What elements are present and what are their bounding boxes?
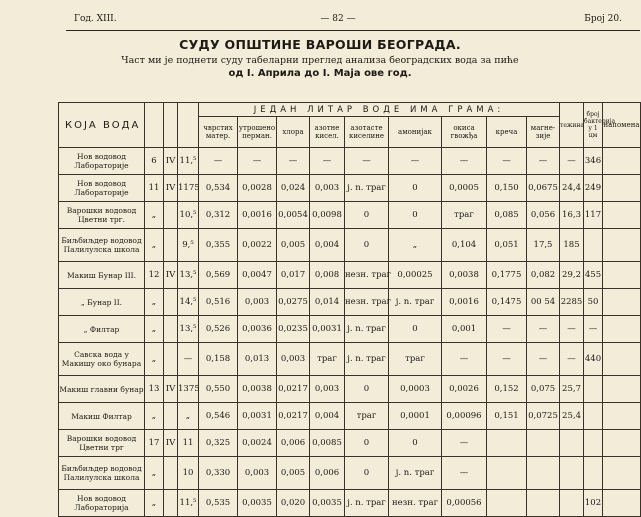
measurement-cell: 0,0098 xyxy=(310,202,345,229)
sample-day: „ xyxy=(145,403,164,430)
measurement-cell: 0,075 xyxy=(527,376,560,403)
measurement-cell: 24,4 xyxy=(560,175,584,202)
measurement-cell: 0 xyxy=(389,430,442,457)
measurement-cell: — xyxy=(442,148,487,175)
water-source-name: Нов водовод Лабораторије xyxy=(59,175,145,202)
measurement-cell: — xyxy=(560,148,584,175)
column-header-ammonia: амонијак xyxy=(389,117,442,148)
measurement-cell: — xyxy=(487,148,527,175)
measurement-cell xyxy=(527,457,560,490)
measurement-cell: 0,0028 xyxy=(238,175,277,202)
measurement-cell: — xyxy=(487,343,527,376)
sample-month xyxy=(164,343,178,376)
measurement-cell: 29,2 xyxy=(560,262,584,289)
column-header-water: КОЈА ВОДА xyxy=(59,103,145,148)
measurement-cell: траг xyxy=(345,403,389,430)
water-source-name: „ Филтар xyxy=(59,316,145,343)
volume-label: Год. XIII. xyxy=(74,14,117,24)
measurement-cell: 0,013 xyxy=(238,343,277,376)
column-header-solids: чврстих матер. xyxy=(199,117,238,148)
water-temperature: — xyxy=(178,343,199,376)
sample-month xyxy=(164,229,178,262)
measurement-cell xyxy=(603,229,641,262)
measurement-cell: 25,7 xyxy=(560,376,584,403)
measurement-cell: 0,008 xyxy=(310,262,345,289)
measurement-cell: 0,014 xyxy=(310,289,345,316)
measurement-cell: 0,0016 xyxy=(238,202,277,229)
measurement-cell xyxy=(560,490,584,517)
water-temperature: 13,⁵ xyxy=(178,262,199,289)
document-title: СУДУ ОПШТИНЕ ВАРОШИ БЕОГРАДА. xyxy=(179,37,461,52)
running-header xyxy=(0,14,640,28)
measurement-cell: j. n. траг xyxy=(345,343,389,376)
measurement-cell: 0,006 xyxy=(310,457,345,490)
water-source-name: Варошки водовод Цветни трг xyxy=(59,430,145,457)
measurement-cell: 0,003 xyxy=(238,457,277,490)
measurement-cell: 0,0235 xyxy=(277,316,310,343)
water-source-name: „ Бунар II. xyxy=(59,289,145,316)
water-temperature: 11 xyxy=(178,430,199,457)
measurement-cell: 25,4 xyxy=(560,403,584,430)
measurement-cell: 0,00056 xyxy=(442,490,487,517)
column-header-temp xyxy=(178,103,199,148)
measurement-cell xyxy=(603,403,641,430)
measurement-cell: — xyxy=(527,316,560,343)
table-row xyxy=(59,457,641,490)
measurement-cell: 0,151 xyxy=(487,403,527,430)
measurement-cell xyxy=(603,316,641,343)
measurement-cell: 0,569 xyxy=(199,262,238,289)
measurement-cell: 17,5 xyxy=(527,229,560,262)
measurement-cell: 0,526 xyxy=(199,316,238,343)
water-source-name: Варошки водовод Цветни трг. xyxy=(59,202,145,229)
measurement-cell: 0,0675 xyxy=(527,175,560,202)
sample-day: 17 xyxy=(145,430,164,457)
table-row xyxy=(59,202,641,229)
measurement-cell: 0,0038 xyxy=(238,376,277,403)
water-source-name: Биљбиљдер водовод Палилулска школа xyxy=(59,229,145,262)
water-source-name: Биљбиљдер водовод Палилулска школа xyxy=(59,457,145,490)
table-row xyxy=(59,175,641,202)
measurement-cell: 0 xyxy=(345,202,389,229)
measurement-cell xyxy=(560,430,584,457)
measurement-cell: 0,056 xyxy=(527,202,560,229)
table-row xyxy=(59,403,641,430)
measurement-cell: 0,001 xyxy=(442,316,487,343)
measurement-cell xyxy=(487,490,527,517)
sample-day: „ xyxy=(145,202,164,229)
measurement-cell: 0,0035 xyxy=(238,490,277,517)
water-temperature: 11,⁵ xyxy=(178,490,199,517)
measurement-cell: 0,150 xyxy=(487,175,527,202)
sample-month: IV xyxy=(164,430,178,457)
water-analysis-table xyxy=(58,102,641,517)
measurement-cell: 0,017 xyxy=(277,262,310,289)
table-row xyxy=(59,343,641,376)
measurement-cell: 0,0031 xyxy=(238,403,277,430)
sample-day: 11 xyxy=(145,175,164,202)
measurement-cell: 0,051 xyxy=(487,229,527,262)
measurement-cell: — xyxy=(527,148,560,175)
measurement-cell: j. n. траг xyxy=(345,490,389,517)
water-temperature: 1375 xyxy=(178,376,199,403)
measurement-cell: 0,0275 xyxy=(277,289,310,316)
measurement-cell: 0,0054 xyxy=(277,202,310,229)
measurement-cell: 0,0085 xyxy=(310,430,345,457)
measurement-cell: 0 xyxy=(389,202,442,229)
measurement-cell: 16,3 xyxy=(560,202,584,229)
water-source-name: Макиш главни бунар xyxy=(59,376,145,403)
measurement-cell: 00 54 xyxy=(527,289,560,316)
measurement-cell xyxy=(603,376,641,403)
measurement-cell: 0,00025 xyxy=(389,262,442,289)
sample-month: IV xyxy=(164,175,178,202)
measurement-cell: 0,158 xyxy=(199,343,238,376)
measurement-cell: „ xyxy=(389,229,442,262)
water-temperature: 9,⁵ xyxy=(178,229,199,262)
sample-month: IV xyxy=(164,376,178,403)
measurement-cell: 0,0003 xyxy=(389,376,442,403)
measurement-cell: 0,325 xyxy=(199,430,238,457)
measurement-cell: 0,004 xyxy=(310,403,345,430)
sample-day: „ xyxy=(145,457,164,490)
sample-day: 6 xyxy=(145,148,164,175)
water-source-name: Макиш Бунар III. xyxy=(59,262,145,289)
sample-month xyxy=(164,457,178,490)
measurement-cell: траг xyxy=(442,202,487,229)
measurement-cell: 0,0217 xyxy=(277,403,310,430)
measurement-cell: 0,0024 xyxy=(238,430,277,457)
table-row xyxy=(59,316,641,343)
measurement-cell xyxy=(603,430,641,457)
measurement-cell: незн. траг xyxy=(345,262,389,289)
sample-day: „ xyxy=(145,229,164,262)
column-header-iron-oxide: окиса гвожђа xyxy=(442,117,487,148)
measurement-cell: 0,0031 xyxy=(310,316,345,343)
measurement-cell: 0 xyxy=(389,316,442,343)
measurement-cell: траг xyxy=(310,343,345,376)
measurement-cell: j. n. траг xyxy=(389,289,442,316)
measurement-cell: 0,005 xyxy=(277,457,310,490)
sample-day: „ xyxy=(145,343,164,376)
measurement-cell: 0,003 xyxy=(310,376,345,403)
measurement-cell: 0,024 xyxy=(277,175,310,202)
sample-day: 12 xyxy=(145,262,164,289)
measurement-cell xyxy=(584,376,603,403)
measurement-cell: j. n. траг xyxy=(345,175,389,202)
measurement-cell: — xyxy=(238,148,277,175)
sample-month: IV xyxy=(164,262,178,289)
measurement-cell: 0,0047 xyxy=(238,262,277,289)
measurement-cell: 0,355 xyxy=(199,229,238,262)
measurement-cell: 185 xyxy=(560,229,584,262)
group-header-grams: ЈЕДАН ЛИТАР ВОДЕ ИМА ГРАМА: xyxy=(199,103,560,117)
water-temperature: 11,⁵ xyxy=(178,148,199,175)
measurement-cell: 0,1475 xyxy=(487,289,527,316)
measurement-cell: 0,534 xyxy=(199,175,238,202)
water-source-name: Макиш Филтар xyxy=(59,403,145,430)
table-row xyxy=(59,430,641,457)
measurement-cell: 0,104 xyxy=(442,229,487,262)
header-rule xyxy=(66,30,640,31)
measurement-cell: — xyxy=(442,430,487,457)
measurement-cell: 0,003 xyxy=(277,343,310,376)
measurement-cell: 346 xyxy=(584,148,603,175)
measurement-cell xyxy=(603,262,641,289)
table-row xyxy=(59,229,641,262)
measurement-cell xyxy=(487,430,527,457)
sample-month xyxy=(164,289,178,316)
column-header-lime: креча xyxy=(487,117,527,148)
water-temperature: 10,⁵ xyxy=(178,202,199,229)
measurement-cell: — xyxy=(560,316,584,343)
sample-day: 13 xyxy=(145,376,164,403)
measurement-cell: 0,0001 xyxy=(389,403,442,430)
measurement-cell xyxy=(603,202,641,229)
measurement-cell: — xyxy=(584,316,603,343)
column-header-weight: тежина xyxy=(560,103,584,148)
water-temperature: 10 xyxy=(178,457,199,490)
sample-month xyxy=(164,490,178,517)
table-row xyxy=(59,490,641,517)
measurement-cell xyxy=(603,175,641,202)
measurement-cell: 0,082 xyxy=(527,262,560,289)
water-temperature: 13,⁵ xyxy=(178,316,199,343)
measurement-cell: 0,0035 xyxy=(310,490,345,517)
water-temperature: „ xyxy=(178,403,199,430)
measurement-cell: 0,1775 xyxy=(487,262,527,289)
measurement-cell: 0,535 xyxy=(199,490,238,517)
measurement-cell: 0,152 xyxy=(487,376,527,403)
measurement-cell: 0,0725 xyxy=(527,403,560,430)
column-header-day xyxy=(145,103,164,148)
measurement-cell: — xyxy=(310,148,345,175)
measurement-cell xyxy=(527,430,560,457)
sample-day: „ xyxy=(145,490,164,517)
measurement-cell: j. n. траг xyxy=(345,316,389,343)
measurement-cell: 0,330 xyxy=(199,457,238,490)
measurement-cell: 0,003 xyxy=(238,289,277,316)
measurement-cell xyxy=(527,490,560,517)
column-header-bacteria: број бактерија у 1 цм xyxy=(584,103,603,148)
sample-day: „ xyxy=(145,316,164,343)
measurement-cell xyxy=(584,430,603,457)
measurement-cell: 440 xyxy=(584,343,603,376)
measurement-cell: 0,004 xyxy=(310,229,345,262)
measurement-cell: 0,00096 xyxy=(442,403,487,430)
measurement-cell: 0,020 xyxy=(277,490,310,517)
page-number: — 82 — xyxy=(320,14,356,24)
measurement-cell: — xyxy=(487,316,527,343)
table-row xyxy=(59,148,641,175)
column-header-magnesia: магне-зије xyxy=(527,117,560,148)
measurement-cell xyxy=(584,457,603,490)
measurement-cell: 0,0217 xyxy=(277,376,310,403)
water-temperature: 14,⁵ xyxy=(178,289,199,316)
measurement-cell: — xyxy=(389,148,442,175)
measurement-cell: 0 xyxy=(389,175,442,202)
measurement-cell: 0,516 xyxy=(199,289,238,316)
water-source-name: Нов водовод Лабораторија xyxy=(59,490,145,517)
sample-day: „ xyxy=(145,289,164,316)
measurement-cell: 0,0016 xyxy=(442,289,487,316)
report-period: од I. Априла до I. Маја ове год. xyxy=(228,68,412,79)
sample-month xyxy=(164,316,178,343)
measurement-cell xyxy=(560,457,584,490)
measurement-cell xyxy=(603,148,641,175)
measurement-cell: незн. траг xyxy=(345,289,389,316)
measurement-cell: 0,312 xyxy=(199,202,238,229)
measurement-cell: 0 xyxy=(345,376,389,403)
measurement-cell: 50 xyxy=(584,289,603,316)
measurement-cell: — xyxy=(560,343,584,376)
measurement-cell: 0,546 xyxy=(199,403,238,430)
document-subtitle: Част ми је поднети суду табеларни преглед анализа београдских вода за пиће xyxy=(121,55,519,66)
measurement-cell: — xyxy=(345,148,389,175)
measurement-cell: 0,085 xyxy=(487,202,527,229)
measurement-cell: 455 xyxy=(584,262,603,289)
column-header-note: напомена xyxy=(603,103,641,148)
water-temperature: 1175 xyxy=(178,175,199,202)
measurement-cell: 0,003 xyxy=(310,175,345,202)
measurement-cell: — xyxy=(442,457,487,490)
measurement-cell: 0,0026 xyxy=(442,376,487,403)
measurement-cell: 0,0038 xyxy=(442,262,487,289)
column-header-nitrous-acid: азотасте киселине xyxy=(345,117,389,148)
column-header-chlorine: хлора xyxy=(277,117,310,148)
measurement-cell xyxy=(487,457,527,490)
measurement-cell: 0,0036 xyxy=(238,316,277,343)
measurement-cell xyxy=(584,229,603,262)
water-source-name: Савска вода у Макишу око бунара xyxy=(59,343,145,376)
measurement-cell: 0 xyxy=(345,457,389,490)
measurement-cell xyxy=(584,403,603,430)
column-header-permanganate: утрошено перман. xyxy=(238,117,277,148)
measurement-cell xyxy=(603,490,641,517)
measurement-cell: 0,006 xyxy=(277,430,310,457)
measurement-cell: 0 xyxy=(345,430,389,457)
measurement-cell: 117 xyxy=(584,202,603,229)
measurement-cell: 0,005 xyxy=(277,229,310,262)
water-source-name: Нов водовод Лабораторије xyxy=(59,148,145,175)
table-row xyxy=(59,376,641,403)
measurement-cell: 2285 xyxy=(560,289,584,316)
measurement-cell xyxy=(603,457,641,490)
measurement-cell: 0 xyxy=(345,229,389,262)
measurement-cell: 0,550 xyxy=(199,376,238,403)
sample-month xyxy=(164,403,178,430)
measurement-cell: 0,0005 xyxy=(442,175,487,202)
measurement-cell: — xyxy=(442,343,487,376)
measurement-cell: 249 xyxy=(584,175,603,202)
table-row xyxy=(59,262,641,289)
measurement-cell: — xyxy=(277,148,310,175)
measurement-cell: — xyxy=(199,148,238,175)
measurement-cell: — xyxy=(527,343,560,376)
measurement-cell: незн. траг xyxy=(389,490,442,517)
measurement-cell: 0,0022 xyxy=(238,229,277,262)
sample-month: IV xyxy=(164,148,178,175)
measurement-cell: траг xyxy=(389,343,442,376)
measurement-cell: 102 xyxy=(584,490,603,517)
measurement-cell: j. n. траг xyxy=(389,457,442,490)
measurement-cell xyxy=(603,343,641,376)
sample-month xyxy=(164,202,178,229)
column-header-nitric-acid: азотне кисел. xyxy=(310,117,345,148)
issue-number: Број 20. xyxy=(584,14,622,24)
column-header-month xyxy=(164,103,178,148)
measurement-cell xyxy=(603,289,641,316)
table-row xyxy=(59,289,641,316)
